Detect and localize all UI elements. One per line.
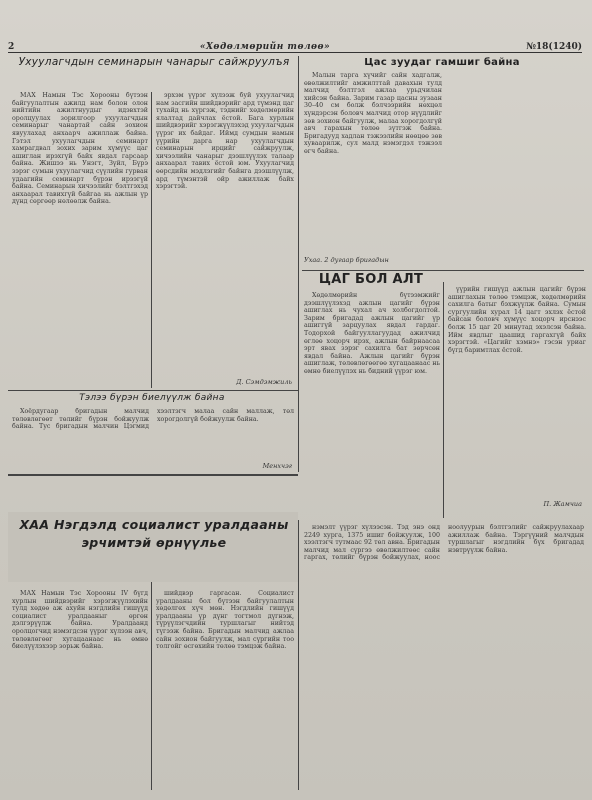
- article-signature: Менхчэг: [262, 462, 292, 470]
- article-body: [304, 292, 440, 468]
- article-title: ЦАГ БОЛ АЛТ: [318, 272, 424, 287]
- article-signature: Ухаа. 2 дугаар бригадын: [304, 256, 389, 264]
- paragraph: МАХ Намын Тэс Хорооны IV бүгд хурлын шийдвэрийг хэрэгжүүлэхийн тулд хөдөө аж ахуйн нэгдлийн гишүүд социалист уралдааныг өргөн дэлгэрүүлж байна. Уралдаанд оролцогчид нэмэгдсэн үүрэг хүлээн авч, төлөвлөгөөг хугацаанаас нь өмнө биелүүлэхээр зорьж байна.: [12, 590, 148, 651]
- paragraph: Малын тарга хүчийг сайн хадгалж, өвөлжилтийг амжилттай давахын тулд малчид бэлтгэл ажлаа урьдчилан хийсэн байна. Зарим газар цасны зузаан 30–40 см болж бэлчээрийн нөхцөл хүндэрсэн боловч малчид отор нүүдлийг зөв зохион байгуулж, малаа хорогдолгүй авч гарахын төлөө зүтгэж байна. Бригадууд хадлан тэжээлийн нөөцөө зөв хуваарилж, сул малд нэмэгдэл тэжээл өгч байна.: [304, 72, 442, 155]
- article-body: [448, 286, 586, 462]
- paragraph: Хөдөлмөрийн бүтээмжийг дээшлүүлэхэд ажлын цагийг бүрэн ашиглах нь чухал ач холбогдолтой. Зарим бригадад ажлын цагийг үр ашиггүй зарцуулах явдал гардаг. Тодорхой байгууллагуудад ажилчид өглөө хоцорч ирэх, ажлын байрнаасаа эрт явах зэрэг сахилга бат зөрчсөн явдал байна. Ажлын цагийг бүрэн ашиглаж, төлөвлөгөөгөө хугацаанаас нь өмнө биелүүлэх нь бидний үүрэг юм.: [304, 292, 440, 375]
- article-body: [448, 56, 586, 266]
- section-divider: [302, 270, 584, 271]
- issue-number: №18(1240): [526, 42, 582, 52]
- section-divider: [8, 390, 298, 391]
- page-number: 2: [8, 42, 15, 52]
- paragraph: нэмэлт үүрэг хүлээсэн. Тэд энэ онд 2249 хурга, 1375 ишиг бойжуулж, 100 хээлтэгч тутмаас 92 төл авна. Бригадын малчид мал сүргээ өвөлжилтөөс сайн гаргах, төлийг бүрэн бойжуулах, ноос ноолуурын бэлтгэлийг сайжруулахаар ажиллаж байна. Тэргүүний малчдын туршлагыг нэгдлийн бүх бригадад нэвтрүүлж байна.: [304, 524, 584, 562]
- paragraph: үүрийн гишүүд ажлын цагийг бүрэн ашиглахын төлөө тэмцэж, хөдөлмөрийн сахилга батыг бэхжүүлж байна. Сумын сургуулийн хурал 14 цагт эхлэх ёстой байсан боловч хүмүүс хоцорч ирснээс болж 15 цаг 20 минутад эхэлсэн байна. Ийм явдлыг цаашид гаргахгүй байх хэрэгтэй. «Цагийг хэмнэ» гэсэн уриаг бүгд баримтлах ёстой.: [448, 286, 586, 354]
- page-header: [8, 36, 582, 53]
- article-signature: Д. Сэмдэмжиль: [236, 378, 292, 386]
- paragraph: шийдвэр гаргасан. Социалист уралдааны бол бүтээн байгуулалтын хөдөлгөх хүч мөн. Нэгдлийн гишүүд уралдааны үр дүнг тогтмол дүгнэж, түрүүлэгчдийн туршлагыг нийтэд түгээж байна. Бригадын малчид ажлаа сайн зохион байгуулж, мал сүргийн тоо толгойг өсгөхийн төлөө тэмцэж байна.: [156, 590, 294, 651]
- article-body: [304, 524, 584, 786]
- column-divider: [151, 92, 152, 388]
- paragraph: Хоёрдугаар бригадын малчид төлөвлөгөөт төлийг бүрэн бойжуулж байна. Тус бригадын малчин Цэгмид хээлтэгч малаа сайн маллаж, төл хорогдолгүй бойжуулж байна.: [12, 408, 294, 431]
- newspaper-name: «Хөдөлмөрийн төлөө»: [199, 42, 331, 52]
- article-body: [12, 92, 148, 376]
- article-title: ХАА Нэгдэлд социалист уралдааны эрчимтэй өрнүүлье: [19, 517, 289, 550]
- article-signature: П. Жамчиа: [543, 500, 582, 508]
- article-title: Ухуулагчдын семинарын чанарыг сайжруулъя: [18, 56, 290, 68]
- article-body: [12, 590, 148, 786]
- column-divider: [151, 580, 152, 790]
- article-body: [304, 72, 442, 246]
- section-divider: [8, 474, 298, 476]
- paragraph: эрхэм үүрэг хүлээж буй ухуулагчид нам засгийн шийдвэрийг ард түмэнд цаг тухайд нь хүргэж, тэднийг хөдөлмөрийн ялалтад дайчлах ёстой. Бага хурлын шийдвэрийг хэрэгжүүлэхэд ухуулагчдын үүрэг их байдаг. Иймд сумдын намын үүрийн дарга нар ухуулагчдын семинарын ирцийг сайжруулж, хичээлийн чанарыг дээшлүүлэх талаар анхаарал тавих ёстой юм. Ухуулагчид өөрсдийн мэдлэгийг байнга дээшлүүлж, ард түмэнтэй ойр ажиллаж байх хэрэгтэй.: [156, 92, 294, 191]
- article-title: Цас зуудаг гамшиг байна: [364, 57, 520, 68]
- article-body: [156, 92, 294, 376]
- column-divider: [443, 282, 444, 518]
- column-divider: [298, 56, 299, 472]
- article-body: [156, 590, 294, 786]
- article-title: Тэлээ бүрэн биелүүлж байна: [79, 393, 225, 403]
- article-body: [12, 408, 294, 458]
- paragraph: МАХ Намын Тэс Хорооны бүтээн байгуулалтын ажилд нам болон олон нийтийн ажилтнуудыг идэвхтэй оролцуулах зорилгоор ухуулагчдын семинарыг чанартай сайн зохион явуулахад анхаарч ажиллаж байна. Гэтэл ухуулагчдын семинарт хамрагдвал зохих зарим хүмүүс цаг ашиглан ирэхгүй байх явдал гарсаар байна. Жишээ нь Унэгт, Зүйл, Бүрэ зэрэг сумын ухуулагчид сүүлийн гурван удаагийн семинарт бүрэн ирээгүй байна. Семинарын хичээлийг бэлтгэхэд анхаарал тавихгүй байгаа нь ажлын үр дүнд сөргөөр нөлөөлж байна.: [12, 92, 148, 206]
- column-divider: [298, 520, 299, 790]
